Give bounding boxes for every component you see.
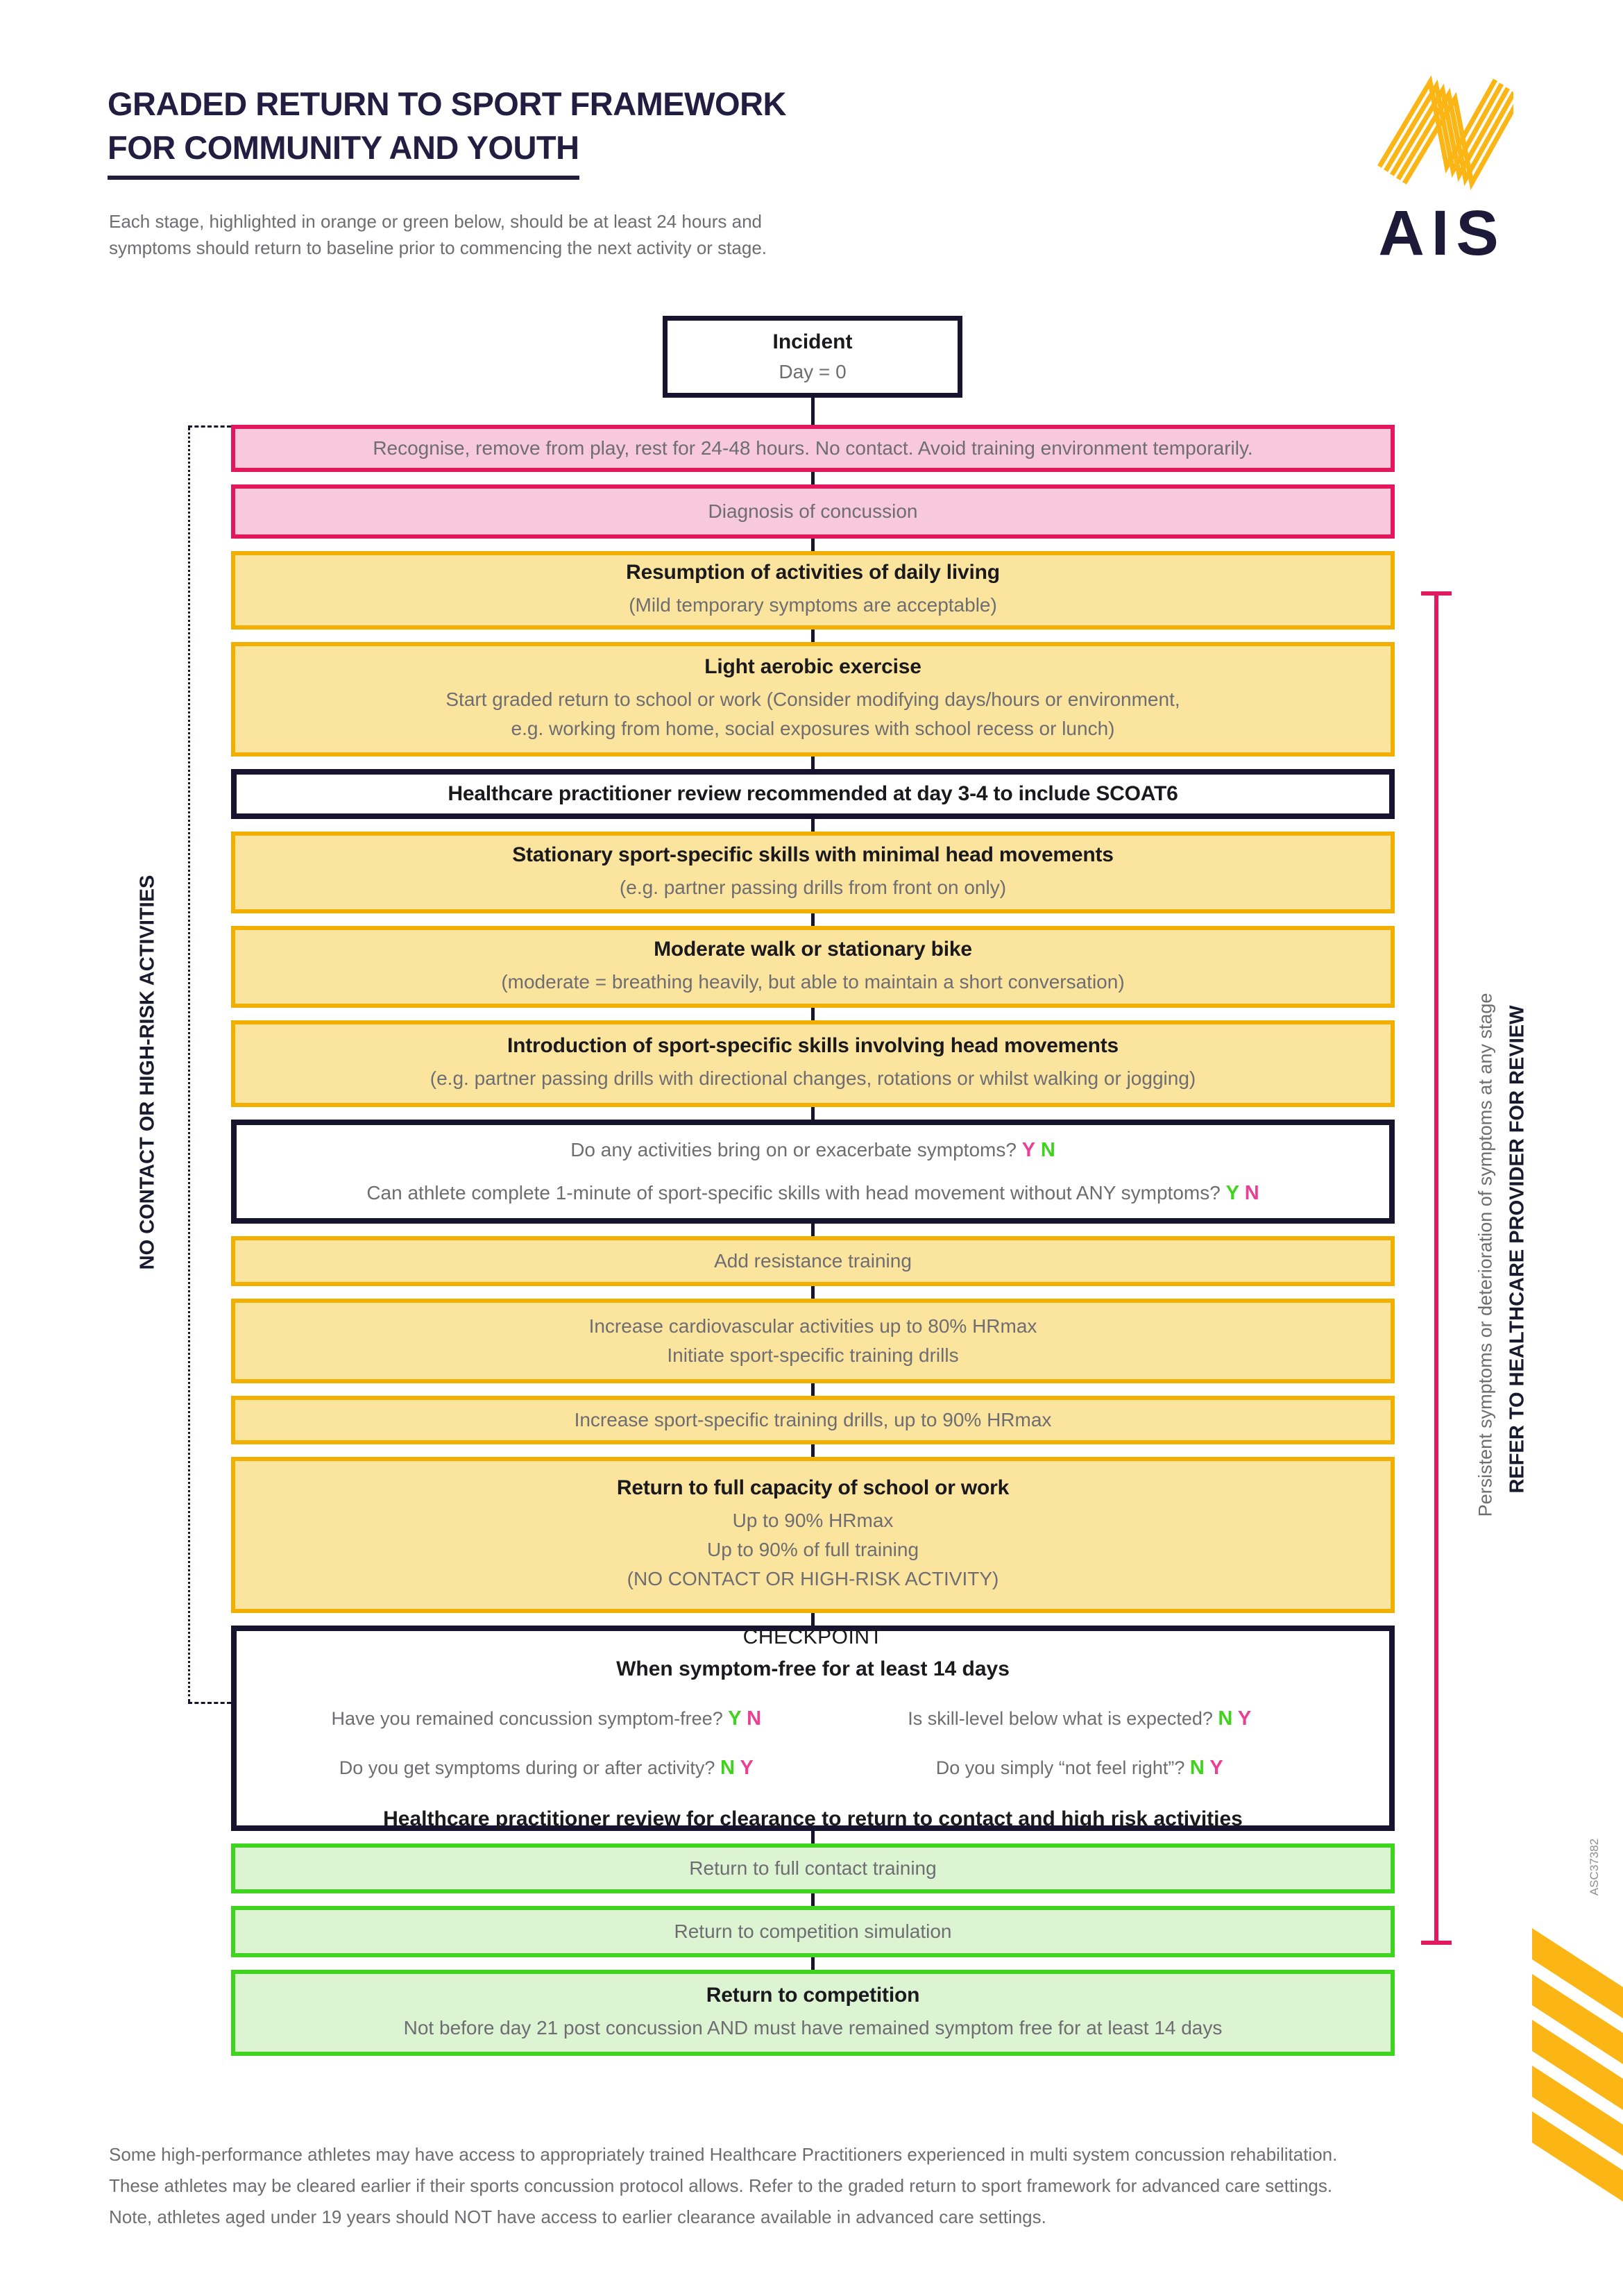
answer-yes: Y [1209,1757,1223,1779]
stage-title: Return to competition [706,1983,920,2007]
stage-text: (Mild temporary symptoms are acceptable) [629,594,997,616]
stage-box-stationary-skills [231,832,1395,913]
document-code: ASC37382 [1588,1838,1601,1896]
stage-box-moderate-walk [231,926,1395,1008]
question-text: Is skill-level below what is expected? [908,1708,1213,1729]
page-subtitle [109,208,767,261]
answer-yes: Y [1225,1182,1239,1204]
stage-title: Light aerobic exercise [704,655,921,678]
corner-stripes-icon [1532,1928,1623,2206]
stage-text: Diagnosis of concussion [708,500,918,522]
refer-bracket-line [1434,591,1438,1945]
checkpoint-subtitle: When symptom-free for at least 14 days [616,1657,1010,1680]
incident-note: Day = 0 [779,361,847,382]
checkpoint-box [231,1626,1395,1831]
stage-box-resistance-training [231,1236,1395,1286]
stage-text: Increase sport-specific training drills, up to 90% HRmax [574,1409,1052,1430]
stage-box-drills-90 [231,1396,1395,1444]
ais-logo-mark-icon [1371,64,1513,196]
stage-text-line: (NO CONTACT OR HIGH-RISK ACTIVITY) [627,1568,999,1589]
stage-text-line: Initiate sport-specific training drills [667,1344,959,1366]
stage-text: (moderate = breathing heavily, but able to maintain a short conversation) [501,970,1125,993]
stage-text: Not before day 21 post concussion AND must have remained symptom free for at least 14 days [403,2016,1223,2038]
refer-bracket-cap-bottom [1421,1941,1452,1945]
no-contact-bracket-line [188,428,190,1702]
stage-text [589,1312,1037,1370]
answer-no: N [747,1707,762,1730]
stage-box-resumption-adl [231,551,1395,630]
stage-text: (e.g. partner passing drills from front on only) [619,876,1007,898]
incident-title: Incident [772,330,853,353]
stage-box-recognise [231,425,1395,472]
stage-title: Resumption of activities of daily living [626,561,1000,584]
no-contact-bracket-cap-bottom [188,1702,231,1704]
question-text: Do you simply “not feel right”? [935,1757,1185,1778]
checkpoint-footer: Healthcare practitioner review for clearance to return to contact and high risk activities [383,1807,1243,1830]
ais-logo [1359,64,1525,270]
question-text: Can athlete complete 1-minute of sport-specific skills with head movement without ANY symptoms? [366,1182,1221,1204]
stage-text [627,1506,999,1594]
answer-no: N [720,1757,735,1779]
ais-logo-text: AIS [1378,198,1506,269]
stage-box-light-aerobic [231,642,1395,757]
stage-text-line: e.g. working from home, social exposures with school recess or lunch) [511,718,1115,739]
persistent-symptoms-label: Persistent symptoms or deterioration of symptoms at any stage [1475,993,1496,1517]
stage-text-line: Start graded return to school or work (Consider modifying days/hours or environment, [445,689,1180,710]
footnote-line: Some high-performance athletes may have access to appropriately trained Healthcare Practitioners experienced in multi system concussion rehabilitation. [109,2144,1338,2165]
question-text: Do you get symptoms during or after activity? [339,1757,715,1778]
stage-text-line: Up to 90% of full training [706,1539,919,1560]
question-text: Have you remained concussion symptom-free? [331,1708,723,1729]
footnote [109,2139,1427,2233]
stage-box-competition-simulation [231,1906,1395,1957]
stage-box-cardio-80 [231,1299,1395,1383]
page-title [108,82,786,180]
stage-box-return-competition [231,1970,1395,2056]
answer-no: N [1244,1182,1259,1204]
stage-title: Stationary sport-specific skills with minimal head movements [512,843,1114,866]
footnote-line: Note, athletes aged under 19 years should NOT have access to earlier clearance available in advanced care settings. [109,2206,1046,2227]
question-row [813,1707,1345,1730]
no-contact-bracket-cap-top [188,425,231,428]
stage-box-practitioner-review [231,769,1395,819]
answer-yes: Y [740,1757,754,1779]
stage-title: Moderate walk or stationary bike [654,937,972,961]
stage-box-symptom-questions [231,1120,1395,1224]
question-row [366,1183,1259,1204]
stage-text-line: Increase cardiovascular activities up to 80% HRmax [588,1315,1037,1337]
stage-box-full-capacity [231,1457,1395,1613]
refer-healthcare-label: REFER TO HEALTHCARE PROVIDER FOR REVIEW [1506,1005,1529,1494]
checkpoint-questions [280,1707,1346,1780]
question-text: Do any activities bring on or exacerbate symptoms? [570,1139,1017,1160]
footnote-line: These athletes may be cleared earlier if their sports concussion protocol allows. Refer to the graded return to sport framework for advanced care settings. [109,2175,1333,2196]
answer-yes: Y [1021,1139,1036,1161]
question-row [570,1140,1055,1160]
stage-text-line: Up to 90% HRmax [732,1510,894,1531]
answer-no: N [1218,1707,1233,1730]
stage-stack [231,425,1395,2056]
answer-no: N [1189,1757,1205,1779]
question-row [813,1757,1345,1780]
incident-box [663,316,962,398]
question-row [280,1757,813,1780]
answer-yes: Y [1237,1707,1252,1730]
stage-box-full-contact [231,1843,1395,1893]
stage-text: (e.g. partner passing drills with directional changes, rotations or whilst walking or jogging) [430,1067,1196,1089]
answer-no: N [1040,1139,1055,1161]
stage-text: Recognise, remove from play, rest for 24-48 hours. No contact. Avoid training environment temporarily. [373,437,1253,459]
page-title-line2: FOR COMMUNITY AND YOUTH [108,126,579,180]
stage-box-diagnosis [231,484,1395,539]
subtitle-line1: Each stage, highlighted in orange or green below, should be at least 24 hours and [109,211,763,232]
stage-text: Add resistance training [714,1250,912,1272]
page-title-line1: GRADED RETURN TO SPORT FRAMEWORK [108,85,786,122]
stage-text: Return to competition simulation [674,1921,952,1942]
answer-yes: Y [728,1707,742,1730]
question-row [280,1707,813,1730]
stage-title: Return to full capacity of school or work [616,1476,1010,1499]
stage-box-head-movement-skills [231,1020,1395,1107]
checkpoint-title: CHECKPOINT [742,1626,883,1648]
stage-title: Introduction of sport-specific skills involving head movements [507,1034,1119,1057]
stage-text: Return to full contact training [689,1857,937,1879]
stage-title: Healthcare practitioner review recommended at day 3-4 to include SCOAT6 [448,782,1178,805]
subtitle-line2: symptoms should return to baseline prior to commencing the next activity or stage. [109,237,767,258]
stage-text [445,685,1180,743]
refer-bracket-cap-top [1421,591,1452,596]
no-contact-label: NO CONTACT OR HIGH-RISK ACTIVITIES [136,875,159,1270]
